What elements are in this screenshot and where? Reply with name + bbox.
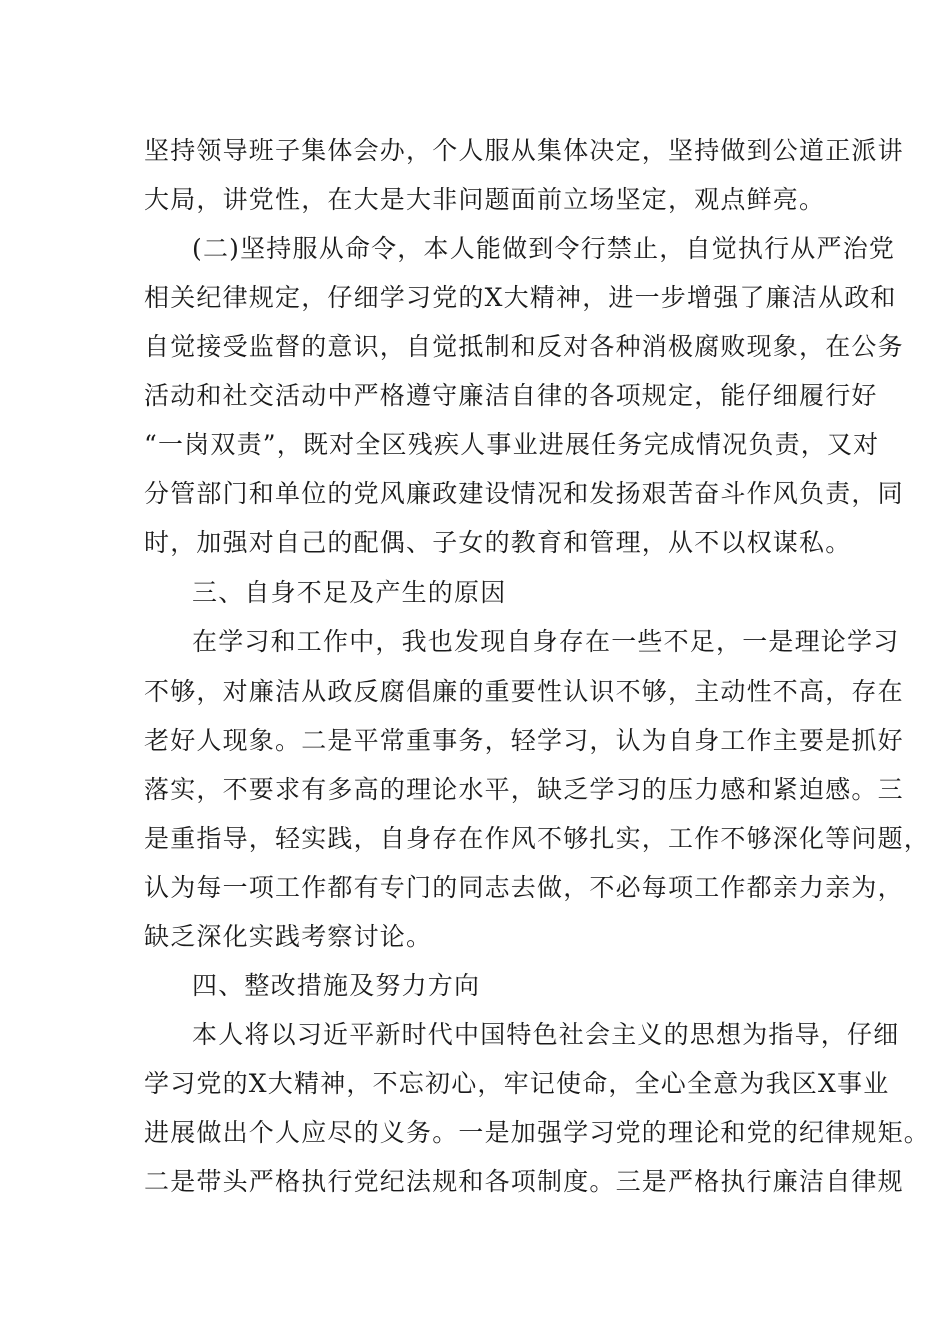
text-line: 相关纪律规定，仔细学习党的X大精神，进一步增强了廉洁从政和 xyxy=(144,283,897,312)
text-line: 落实，不要求有多高的理论水平，缺乏学习的压力感和紧迫感。三 xyxy=(144,775,904,804)
text-line: 学习党的X大精神，不忘初心，牢记使命，全心全意为我区X事业 xyxy=(144,1069,890,1098)
text-line: 不够，对廉洁从政反腐倡廉的重要性认识不够，主动性不高，存在 xyxy=(144,677,904,706)
text-line: 在学习和工作中，我也发现自身存在一些不足，一是理论学习 xyxy=(192,627,900,656)
section-heading: 四、整改措施及努力方向 xyxy=(192,971,481,1000)
section-heading: 三、自身不足及产生的原因 xyxy=(192,578,507,607)
text-line: 认为每一项工作都有专门的同志去做，不必每项工作都亲力亲为， xyxy=(144,873,904,902)
text-line: 本人将以习近平新时代中国特色社会主义的思想为指导，仔细 xyxy=(192,1020,900,1049)
text-line: 二是带头严格执行党纪法规和各项制度。三是严格执行廉洁自律规 xyxy=(144,1167,904,1196)
text-line: 活动和社交活动中严格遵守廉洁自律的各项规定，能仔细履行好 xyxy=(144,381,878,410)
text-line: (二)坚持服从命令，本人能做到令行禁止，自觉执行从严治党 xyxy=(192,234,896,263)
text-line: “一岗双责”，既对全区残疾人事业进展任务完成情况负责，又对 xyxy=(144,430,880,459)
text-line: 进展做出个人应尽的义务。一是加强学习党的理论和党的纪律规矩。 xyxy=(144,1118,931,1147)
text-line: 分管部门和单位的党风廉政建设情况和发扬艰苦奋斗作风负责，同 xyxy=(144,479,904,508)
text-line: 缺乏深化实践考察讨论。 xyxy=(144,922,433,951)
text-line: 坚持领导班子集体会办，个人服从集体决定，坚持做到公道正派讲 xyxy=(144,136,904,165)
text-line: 自觉接受监督的意识，自觉抵制和反对各种消极腐败现象，在公务 xyxy=(144,332,904,361)
text-line: 是重指导，轻实践，自身存在作风不够扎实，工作不够深化等问题， xyxy=(144,824,931,853)
text-line: 老好人现象。二是平常重事务，轻学习，认为自身工作主要是抓好 xyxy=(144,726,904,755)
text-line: 大局，讲党性，在大是大非问题面前立场坚定，观点鲜亮。 xyxy=(144,185,826,214)
text-line: 时，加强对自己的配偶、子女的教育和管理，从不以权谋私。 xyxy=(144,528,852,557)
